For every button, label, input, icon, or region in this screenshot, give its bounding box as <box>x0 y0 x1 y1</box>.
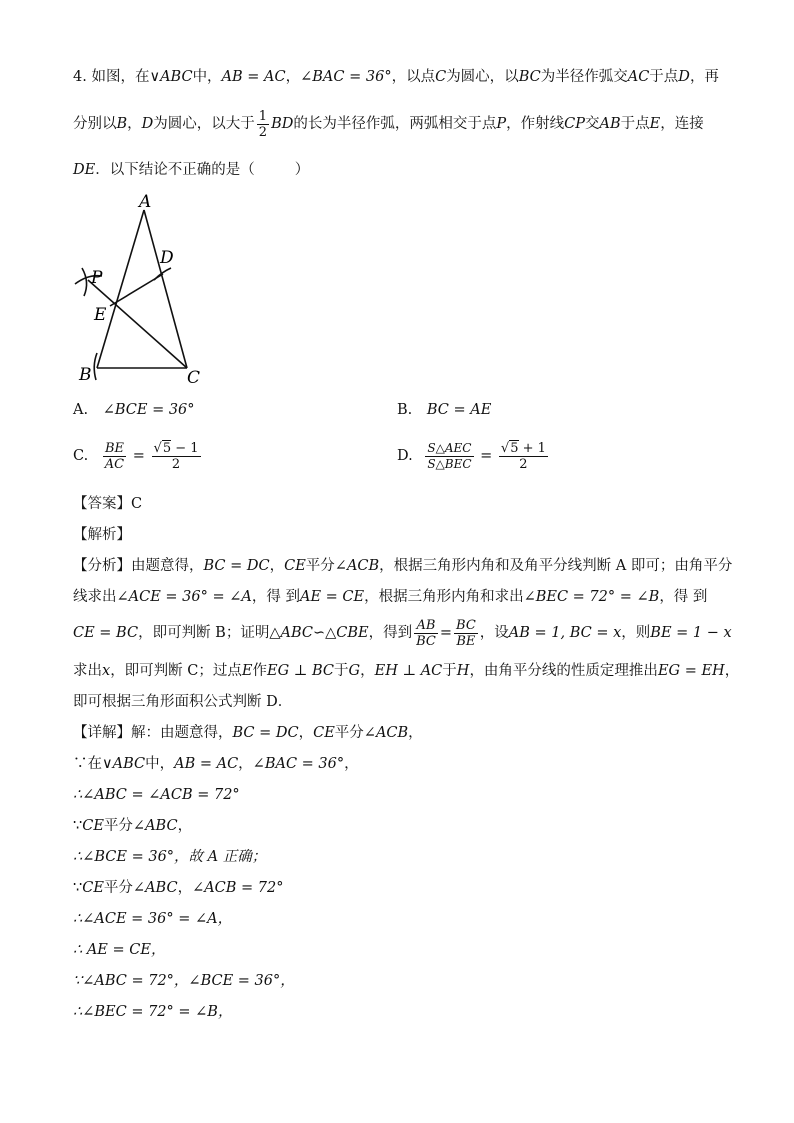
analysis-line-2: 线求出∠ACE = 36° = ∠A，得 到AE = CE，根据三角形内角和求出∠BEC = 72° = ∠B，得 到 <box>73 589 708 605</box>
arc-P-2 <box>82 268 87 296</box>
detail-line-4: ∵CE平分∠ABC， <box>73 818 193 834</box>
arc-near-B <box>94 353 97 380</box>
option-B[interactable]: B. BC = AE <box>397 402 492 418</box>
detail-line-5: ∴∠BCE = 36°，故 A 正确； <box>73 849 267 865</box>
geometry-figure <box>70 188 220 388</box>
label-E: E <box>94 305 107 325</box>
option-C[interactable]: C. $\frac{BE}{AC}$ = $\frac{√5 - 1}{2}$ <box>73 440 199 472</box>
detail-line-3: ∴∠ABC = ∠ACB = 72° <box>73 787 240 803</box>
label-P: P <box>91 268 103 288</box>
detail-line-10: ∴∠BEC = 72° = ∠B， <box>73 1004 233 1020</box>
detail-line-7: ∴∠ACE = 36° = ∠A， <box>73 911 233 927</box>
half-fraction: $\frac{1}{2}$ <box>258 108 268 140</box>
option-A[interactable]: A. ∠BCE = 36° <box>73 402 195 418</box>
label-B: B <box>79 365 92 385</box>
detail-line-1: 【详解】解：由题意得，BC = DC，CE平分∠ACB， <box>73 725 423 741</box>
question-line-2: 分别以B，D为圆心，以大于 $\frac{1}{2}$ BD的长为半径作弧，两弧相交于点P，作射线CP交AB于点E，连接 <box>73 108 704 140</box>
analysis-line-4: 求出x，即可判断 C；过点E作EG ⊥ BC于G，EH ⊥ AC于H，由角平分线的性质定理推出EG = EH， <box>73 663 740 679</box>
label-A: A <box>139 192 152 212</box>
answer-value: C <box>131 496 143 512</box>
label-D: D <box>160 248 174 268</box>
detail-line-6: ∵CE平分∠ABC，∠ACB = 72° <box>73 880 284 896</box>
label-C: C <box>187 368 201 388</box>
analysis-line-3: CE = BC，即可判断 B；证明△ABC∽△CBE，得到 $\frac{AB}{BC}$ = $\frac{BC}{BE}$ ，设AB = 1, BC = x，则BE = 1 − x <box>73 617 732 649</box>
segment-AC <box>144 210 187 368</box>
option-D[interactable]: D. $\frac{\text{S△AEC}}{\text{S△BEC}}$ = $\frac{√5 + 1}{2}$ <box>397 440 546 472</box>
question-line-1: 4. 如图，在∨ABC中，AB = AC，∠BAC = 36°，以点C为圆心，以BC为半径作弧交AC于点D，再 <box>73 69 719 85</box>
detail-line-2: ∵在∨ABC中，AB = AC，∠BAC = 36°， <box>73 756 359 772</box>
question-line-3: DE．以下结论不正确的是（ ） <box>73 162 310 178</box>
question-number: 4. <box>73 69 87 85</box>
analysis-line-1: 【分析】由题意得，BC = DC，CE平分∠ACB，根据三角形内角和及角平分线判断 A 即可；由角平分 <box>73 558 733 574</box>
detail-line-8: ∴ AE = CE， <box>73 942 166 958</box>
detail-line-9: ∵∠ABC = 72°，∠BCE = 36°， <box>73 973 295 989</box>
analysis-line-5: 即可根据三角形面积公式判断 D． <box>73 694 293 710</box>
answer-line: 【答案】C <box>73 496 143 512</box>
analysis-header: 【解析】 <box>73 527 131 543</box>
